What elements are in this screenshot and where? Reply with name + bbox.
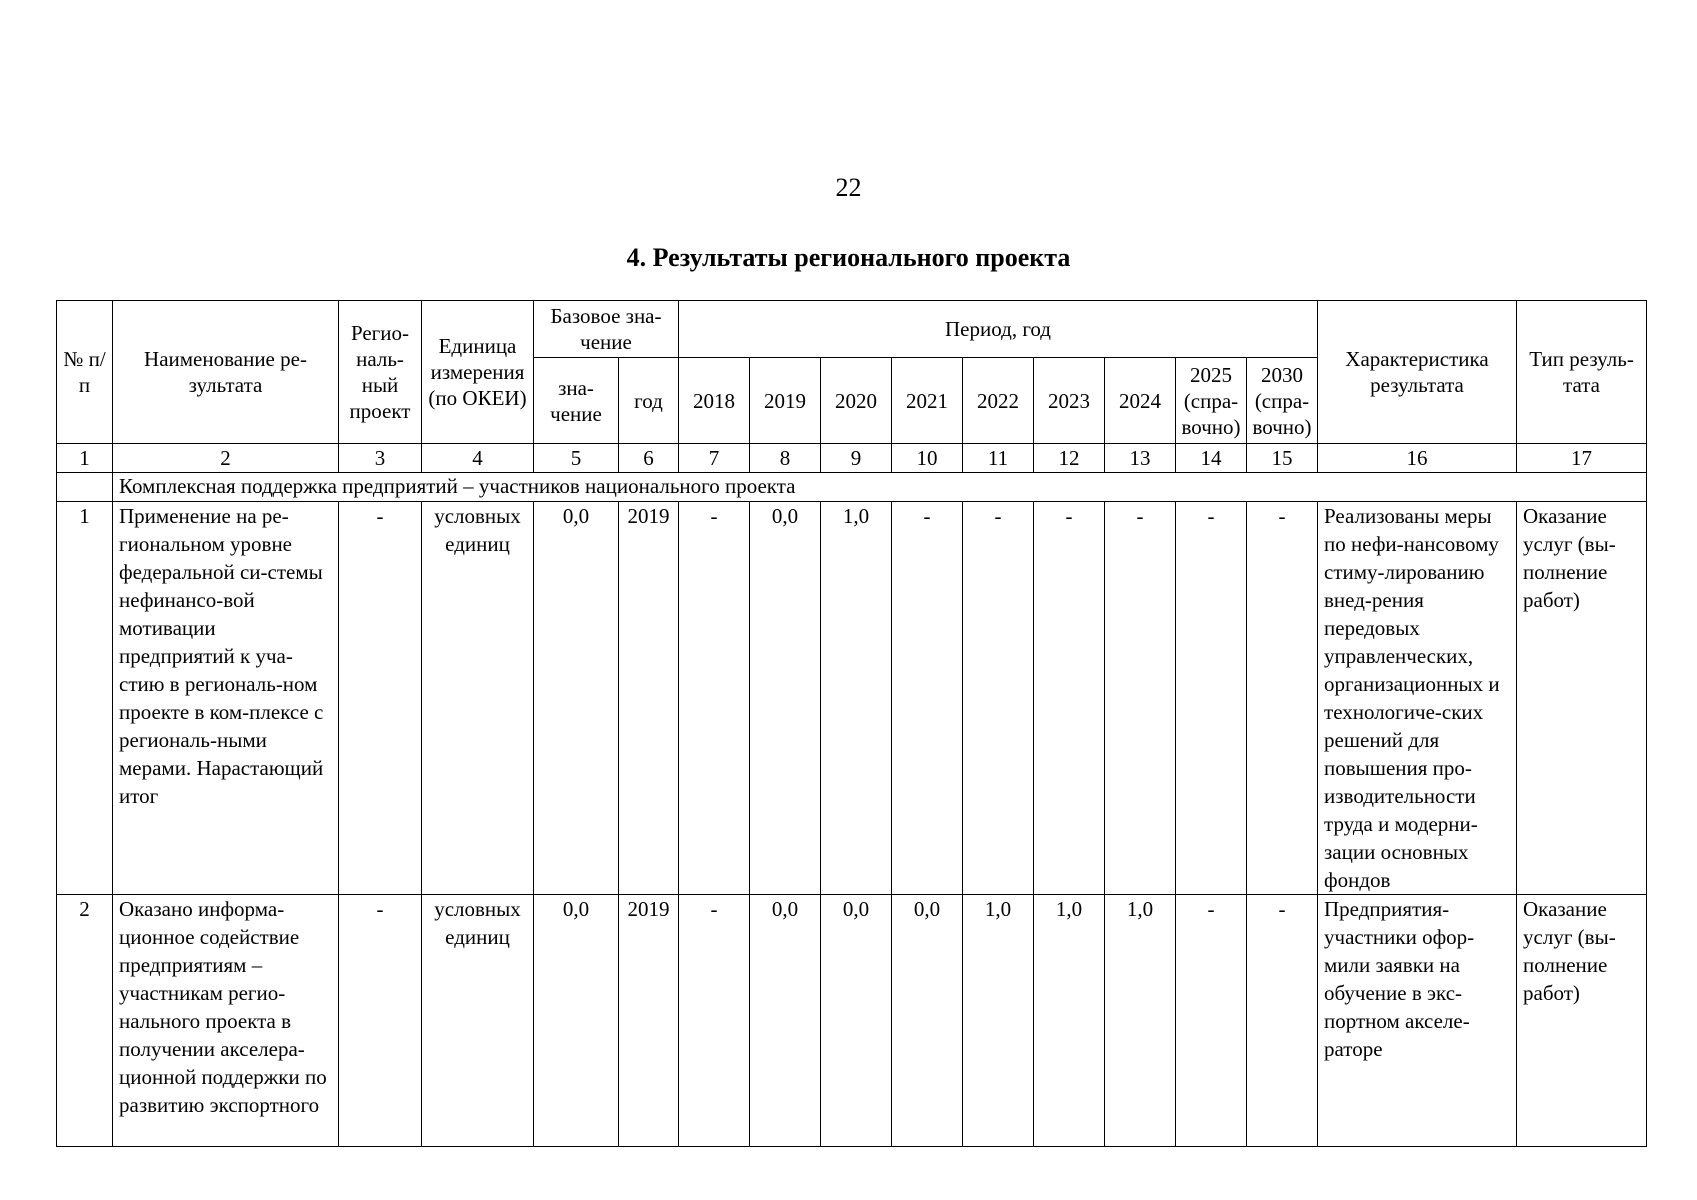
header-year: 2018: [679, 358, 750, 444]
header-base-year-sub: год: [619, 358, 679, 444]
type-cell: Оказание услуг (вы-полнение работ): [1517, 502, 1647, 895]
result-name: Применение на ре-гиональном уровне федеральной си-стемы нефинансо-вой мотивации предприятий к уча-стию в региональ-ном проекте в ком-плексе с региональ-ными мерами. Нарастающий итог: [113, 502, 339, 895]
year-value-cell: 1,0: [1034, 895, 1105, 1147]
base-year-cell: 2019: [619, 502, 679, 895]
base-value-cell: 0,0: [534, 502, 619, 895]
column-number: 13: [1105, 444, 1176, 473]
year-value-cell: 0,0: [821, 895, 892, 1147]
unit-cell: условных единиц: [422, 502, 534, 895]
column-number: 10: [892, 444, 963, 473]
header-name: Наименование ре-зультата: [113, 301, 339, 444]
header-year: 2019: [750, 358, 821, 444]
year-value-cell: -: [892, 502, 963, 895]
base-value-cell: 0,0: [534, 895, 619, 1147]
year-value-cell: -: [1247, 895, 1318, 1147]
column-number: 1: [57, 444, 113, 473]
row-num: 1: [57, 502, 113, 895]
header-period: Период, год: [679, 301, 1318, 358]
year-value-cell: 0,0: [750, 502, 821, 895]
year-value-cell: -: [679, 895, 750, 1147]
column-number: 16: [1318, 444, 1517, 473]
header-year: 2021: [892, 358, 963, 444]
column-number: 14: [1176, 444, 1247, 473]
base-year-cell: 2019: [619, 895, 679, 1147]
header-year: 2030 (спра-вочно): [1247, 358, 1318, 444]
header-num: № п/п: [57, 301, 113, 444]
unit-cell: условных единиц: [422, 895, 534, 1147]
regional-project-cell: -: [339, 895, 422, 1147]
header-characteristic: Характеристика результата: [1318, 301, 1517, 444]
column-number: 5: [534, 444, 619, 473]
column-number: 8: [750, 444, 821, 473]
table-row: [57, 502, 1647, 895]
year-value-cell: -: [1034, 502, 1105, 895]
result-name: Оказано информа-ционное содействие предприятиям – участникам регио-нального проекта в получении акселера-ционной поддержки по развитию экспортного: [113, 895, 339, 1147]
page-number: 22: [835, 173, 862, 202]
column-number: 11: [963, 444, 1034, 473]
header-year: 2024: [1105, 358, 1176, 444]
column-number: 3: [339, 444, 422, 473]
column-number: 9: [821, 444, 892, 473]
header-year: 2025 (спра-вочно): [1176, 358, 1247, 444]
year-value-cell: -: [1247, 502, 1318, 895]
section-title: Комплексная поддержка предприятий – участников национального проекта: [113, 473, 1647, 502]
header-year: 2023: [1034, 358, 1105, 444]
year-value-cell: 1,0: [1105, 895, 1176, 1147]
table-row: [57, 895, 1647, 1147]
column-number: 15: [1247, 444, 1318, 473]
column-number: 17: [1517, 444, 1647, 473]
characteristic-cell: Предприятия-участники офор-мили заявки на обучение в экс-портном акселе-раторе: [1318, 895, 1517, 1147]
year-value-cell: -: [1176, 895, 1247, 1147]
header-base-value: Базовое зна-чение: [534, 301, 679, 358]
results-table: [56, 300, 1647, 1147]
year-value-cell: 0,0: [892, 895, 963, 1147]
column-number-row: [57, 444, 1647, 473]
type-cell: Оказание услуг (вы-полнение работ): [1517, 895, 1647, 1147]
year-value-cell: 1,0: [963, 895, 1034, 1147]
year-value-cell: -: [1105, 502, 1176, 895]
page-title: 4. Результаты регионального проекта: [626, 243, 1071, 272]
column-number: 12: [1034, 444, 1105, 473]
column-number: 7: [679, 444, 750, 473]
header-unit: Единица измерения (по ОКЕИ): [422, 301, 534, 444]
column-number: 2: [113, 444, 339, 473]
year-value-cell: -: [1176, 502, 1247, 895]
header-year: 2022: [963, 358, 1034, 444]
header-year: 2020: [821, 358, 892, 444]
year-value-cell: 0,0: [750, 895, 821, 1147]
year-value-cell: 1,0: [821, 502, 892, 895]
column-number: 4: [422, 444, 534, 473]
row-num: 2: [57, 895, 113, 1147]
header-type: Тип резуль-тата: [1517, 301, 1647, 444]
column-number: 6: [619, 444, 679, 473]
regional-project-cell: -: [339, 502, 422, 895]
characteristic-cell: Реализованы меры по нефи-нансовому стиму-лированию внед-рения передовых управленческих, организационных и технологиче-ских решений для повышения про-изводительности труда и модерни-зации основных фондов: [1318, 502, 1517, 895]
year-value-cell: -: [679, 502, 750, 895]
section-row: [57, 473, 1647, 502]
header-base-value-sub: зна-чение: [534, 358, 619, 444]
header-regional-project: Регио-наль-ный проект: [339, 301, 422, 444]
year-value-cell: -: [963, 502, 1034, 895]
